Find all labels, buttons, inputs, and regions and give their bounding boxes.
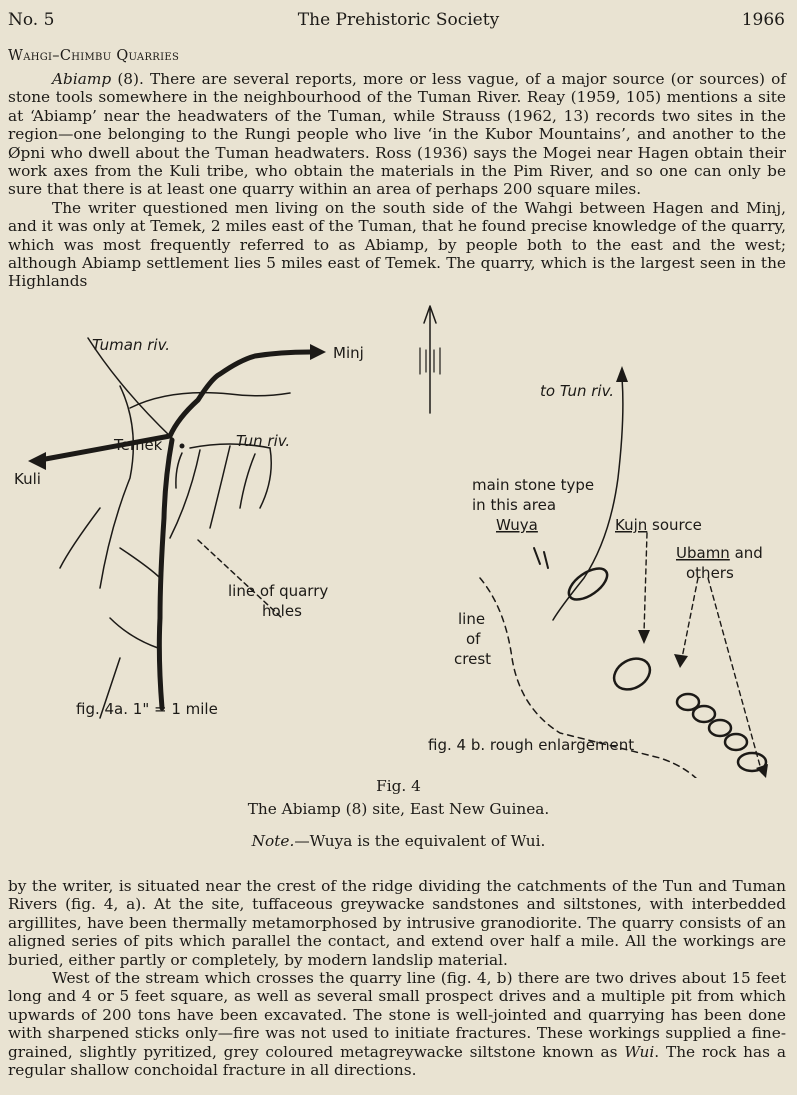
rock-name: Wui [624,1042,655,1061]
arrow-ubamn-2 [708,578,762,773]
river-line [130,393,290,408]
section-heading: Wahgi–Chimbu Quarries [8,48,180,64]
paragraph: West of the stream which crosses the quarry line (fig. 4, b) there are two drives about 15 feet long and 4 or 5 feet square, as well as several small prospect drives and a multiple pit from which upwards of 200 tons have been excavated. The stone is well-jointed and quarrying has been done with sharpened sticks only—fire was not used to initiate fractures. These workings supplied a fine-grained, slightly pyritized, grey coloured metagreywacke siltstone known as Wui. The rock has a regular shallow conchoidal fracture in all directions. [8,969,786,1080]
pit [709,720,731,736]
running-header [0,10,797,32]
stream-line [553,378,623,620]
issue-number: No. 5 [8,10,55,30]
label-ubamn: Ubamn and [676,544,763,562]
arrow-tip [638,630,650,644]
body-text-top [8,70,786,291]
figure-4 [0,278,797,798]
paragraph: Abiamp (8). There are several reports, more or less vague, of a major source (or sources) of stone tools somewhere in the neighbourhood of the Tuman River. Reay (1959, 105) mentions a site at ‘Abiamp’ near the headwaters of the Tuman, while Strauss (1962, 13) records two sites in the region—one belonging to the Rungi people who live ‘in the Kubor Mountains’, and another to the Øpni who dwell about the Tuman headwaters. Ross (1936) says the Mogei near Hagen obtain their work axes from the Kuli tribe, who obtain the materials in the Pim River, and so one can only be sure that there is at least one quarry within an area of perhaps 200 square miles. [8,70,786,199]
label-minj: Minj [333,344,364,362]
label-others: others [686,564,734,582]
label-crest-1: line [458,610,486,628]
paragraph: by the writer, is situated near the crest of the ridge dividing the catchments of the Tun and Tuman Rivers (fig. 4, a). At the site, tuffaceous greywacke sandstones and siltstones, with interbedded argillites, have been thermally metamorphosed by intrusive granodiorite. The quarry consists of an aligned series of pits which parallel the contact, and extend over half a mile. All the workings are buried, either partly or completely, by modern landslip material. [8,877,786,969]
label-to-tun: to Tun riv. [540,382,615,400]
label-tuman: Tuman riv. [92,336,170,354]
arrow-head-tun [616,366,628,382]
arrow-tip [674,654,688,668]
pit [725,734,747,750]
arrow-head-kuli [28,452,46,470]
body-text-bottom [8,877,786,1079]
label-main-1: main stone type [472,476,595,494]
figure-note: Note.—Wuya is the equivalent of Wui. [251,832,546,850]
river-line [260,448,271,508]
figure-number: Fig. 4 [376,777,421,795]
year: 1966 [741,10,785,30]
label-main-2: in this area [472,496,557,514]
sketch-maps [0,278,797,778]
label-crest-2: of [466,630,481,648]
label-wuya: Wuya [496,516,538,534]
river-line [170,450,200,538]
river-line [60,508,100,568]
caption-4b: fig. 4 b. rough enlargement [428,736,635,754]
site-name: Abiamp [52,70,112,88]
river-line [120,548,160,578]
river-line [210,446,230,528]
river-line [100,386,133,588]
arrow-head-minj [310,344,326,360]
label-crest-3: crest [454,650,492,668]
temek-dot [180,444,185,449]
arrow-kujn [644,533,647,633]
label-kuli: Kuli [14,470,41,488]
journal-title: The Prehistoric Society [297,10,500,30]
caption-4a: fig. 4a. 1" = 1 mile [76,700,218,718]
river-line [110,618,158,648]
river-line [240,454,255,508]
label-tun: Tun riv. [236,432,291,450]
pit-wuya [564,562,613,605]
label-quarry-2: holes [262,602,302,620]
arrow-ubamn-1 [682,578,698,658]
label-quarry-1: line of quarry [228,582,329,600]
tuman-river [159,440,172,708]
pit-kujn [609,652,656,695]
pit [693,706,715,722]
label-temek: Temek [114,436,163,454]
river-line [176,453,182,488]
drive-mark [534,548,548,568]
label-kujn-source: Kujn source [615,516,702,534]
paragraph: The writer questioned men living on the south side of the Wahgi between Hagen and Minj, and it was only at Temek, 2 miles east of the Tuman, that he found precise knowledge of the quarry, which was most frequently referred to as Abiamp, by people both to the east and the west; although Abiamp settlement lies 5 miles east of Temek. The quarry, which is the largest seen in the Highlands [8,198,786,291]
figure-title: The Abiamp (8) site, East New Guinea. [247,800,550,818]
